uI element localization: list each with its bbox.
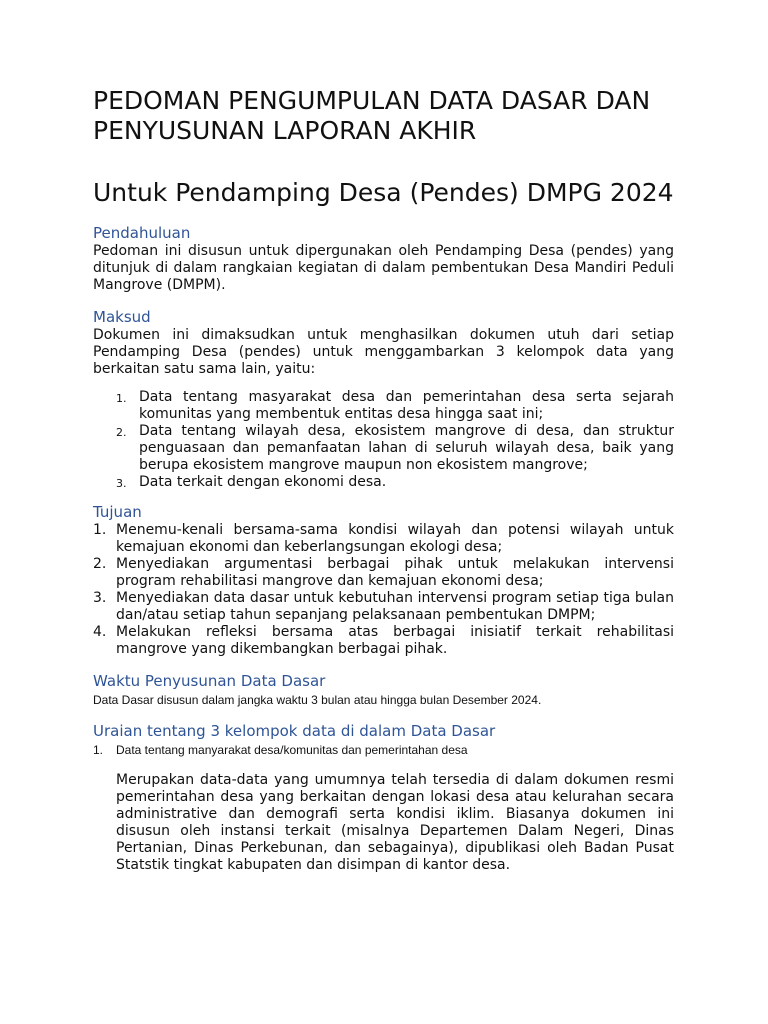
list-number: 1.	[93, 522, 107, 538]
list-number: 1.	[93, 743, 104, 757]
list-item	[93, 474, 674, 491]
list-item-text: Melakukan refleksi bersama atas berbagai inisiatif terkait rehabilitasi mangrove yang dikembangkan berbagai pihak.	[116, 624, 674, 657]
list-item-text: Data tentang masyarakat desa dan pemerintahan desa serta sejarah komunitas yang membentuk entitas desa hingga saat ini;	[139, 389, 674, 422]
uraian-item-1-text: Data tentang manyarakat desa/komunitas dan pemerintahan desa	[116, 743, 468, 757]
list-number: 3.	[116, 477, 127, 490]
document-title: PEDOMAN PENGUMPULAN DATA DASAR DAN PENYUSUNAN LAPORAN AKHIR	[93, 86, 651, 145]
heading-maksud: Maksud	[93, 308, 151, 326]
pendahuluan-text: Pedoman ini disusun untuk dipergunakan oleh Pendamping Desa (pendes) yang ditunjuk di dalam rangkaian kegiatan di dalam pembentukan Desa Mandiri Peduli Mangrove (DMPM).	[93, 243, 674, 293]
waktu-text: Data Dasar disusun dalam jangka waktu 3 bulan atau hingga bulan Desember 2024.	[93, 693, 542, 707]
list-item	[93, 389, 674, 423]
heading-pendahuluan: Pendahuluan	[93, 224, 191, 242]
list-item	[93, 590, 674, 624]
list-number: 2.	[116, 426, 127, 439]
heading-tujuan: Tujuan	[93, 503, 142, 521]
document-subtitle: Untuk Pendamping Desa (Pendes) DMPG 2024	[93, 178, 674, 207]
list-item-text: Menemu-kenali bersama-sama kondisi wilayah dan potensi wilayah untuk kemajuan ekonomi dan keberlangsungan ekologi desa;	[116, 522, 674, 555]
list-item-text: Data terkait dengan ekonomi desa.	[139, 474, 387, 490]
list-item-text: Menyediakan data dasar untuk kebutuhan intervensi program setiap tiga bulan dan/atau setiap tahun sepanjang pelaksanaan pembentukan DMPM;	[116, 590, 674, 623]
list-number: 3.	[93, 590, 107, 606]
tujuan-list	[93, 522, 674, 658]
list-item	[93, 624, 674, 658]
list-item	[93, 423, 674, 474]
list-number: 1.	[116, 392, 127, 405]
list-number: 4.	[93, 624, 107, 640]
list-item-text: Data tentang wilayah desa, ekosistem mangrove di desa, dan struktur penguasaan dan pemanfaatan lahan di seluruh wilayah desa, baik yang berupa ekosistem mangrove maupun non ekosistem mangrove;	[139, 423, 674, 473]
list-item-text: Menyediakan argumentasi berbagai pihak untuk melakukan intervensi program rehabilitasi mangrove dan kemajuan ekonomi desa;	[116, 556, 674, 589]
maksud-list	[93, 389, 674, 491]
heading-uraian: Uraian tentang 3 kelompok data di dalam Data Dasar	[93, 722, 496, 740]
uraian-paragraph: Merupakan data-data yang umumnya telah tersedia di dalam dokumen resmi pemerintahan desa yang berkaitan dengan lokasi desa atau kelurahan secara administrative dan demografi serta kondisi iklim. Biasanya dokumen ini disusun oleh instansi terkait (misalnya Departemen Dalam Negeri, Dinas Pertanian, Dinas Perkebunan, dan sebagainya), dipublikasi oleh Badan Pusat Statstik tingkat kabupaten dan disimpan di kantor desa.	[116, 772, 674, 873]
list-number: 2.	[93, 556, 107, 572]
uraian-item-1	[93, 743, 674, 758]
maksud-text: Dokumen ini dimaksudkan untuk menghasilkan dokumen utuh dari setiap Pendamping Desa (pendes) untuk menggambarkan 3 kelompok data yang berkaitan satu sama lain, yaitu:	[93, 327, 674, 377]
list-item	[93, 522, 674, 556]
document-page	[93, 86, 674, 874]
list-item	[93, 556, 674, 590]
heading-waktu: Waktu Penyusunan Data Dasar	[93, 672, 326, 690]
